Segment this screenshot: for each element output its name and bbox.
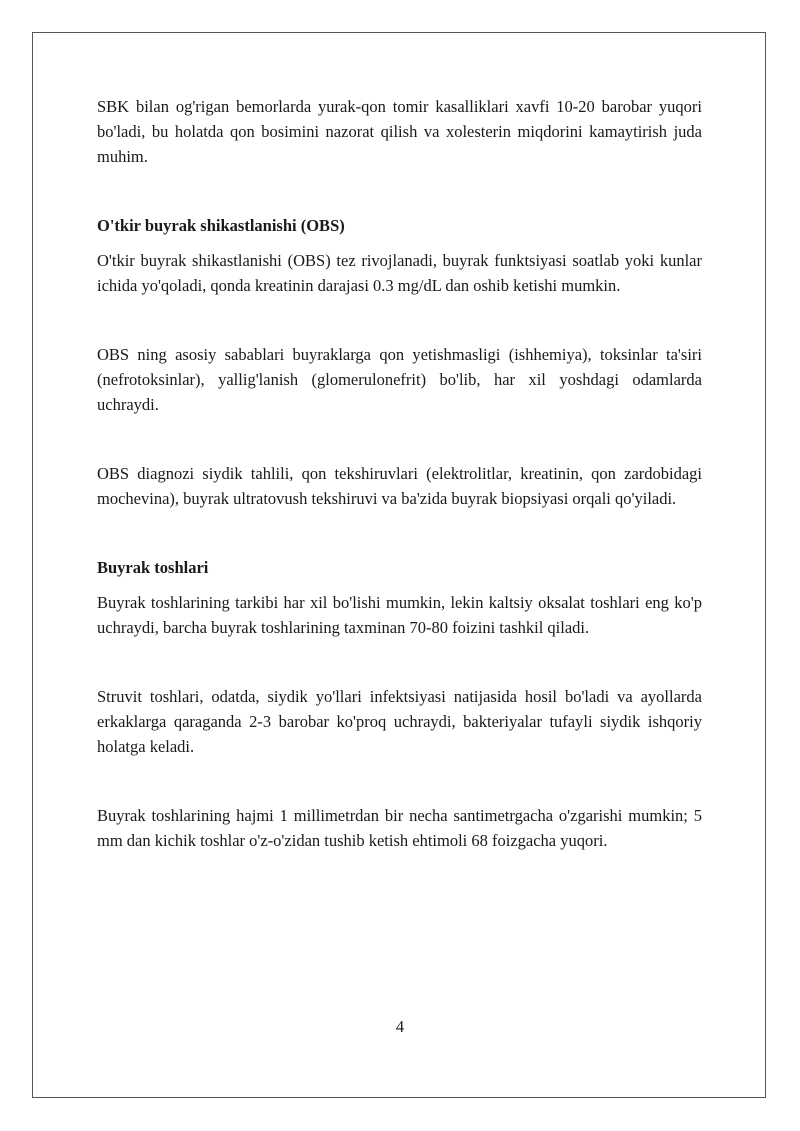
paragraph-struvite-stones: Struvit toshlari, odatda, siydik yo'llari infektsiyasi natijasida hosil bo'ladi va ayollarda erkaklarga qaraganda 2-3 barobar ko'proq uchraydi, bakteriyalar tufayli siydik ishqoriy holatga keladi. <box>97 687 702 756</box>
paragraph-obs-definition: O'tkir buyrak shikastlanishi (OBS) tez rivojlanadi, buyrak funktsiyasi soatlab yoki kunlar ichida yo'qoladi, qonda kreatinin darajasi 0.3 mg/dL dan oshib ketishi mumkin. <box>97 251 702 295</box>
page-number: 4 <box>395 1017 405 1036</box>
section-heading-obs: O'tkir buyrak shikastlanishi (OBS) <box>97 216 345 235</box>
paragraph-obs-causes: OBS ning asosiy sabablari buyraklarga qon yetishmasligi (ishhemiya), toksinlar ta'siri (nefrotoksinlar), yallig'lanish (glomerulonefrit) bo'lib, har xil yoshdagi odamlarda uchraydi. <box>97 345 702 414</box>
paragraph-stone-size: Buyrak toshlarining hajmi 1 millimetrdan bir necha santimetrgacha o'zgarishi mumkin; 5 mm dan kichik toshlar o'z-o'zidan tushib ketish ehtimoli 68 foizgacha yuqori. <box>97 806 702 850</box>
paragraph-obs-diagnosis: OBS diagnozi siydik tahlili, qon tekshiruvlari (elektrolitlar, kreatinin, qon zardobidagi mochevina), buyrak ultratovush tekshiruvi va ba'zida buyrak biopsiyasi orqali qo'yiladi. <box>97 464 702 508</box>
paragraph-cardiovascular-risk: SBK bilan og'rigan bemorlarda yurak-qon tomir kasalliklari xavfi 10-20 barobar yuqori bo'ladi, bu holatda qon bosimini nazorat qilish va xolesterin miqdorini kamaytirish juda muhim. <box>97 97 702 166</box>
section-heading-kidney-stones: Buyrak toshlari <box>97 558 209 577</box>
paragraph-stones-composition: Buyrak toshlarining tarkibi har xil bo'lishi mumkin, lekin kaltsiy oksalat toshlari eng ko'p uchraydi, barcha buyrak toshlarining taxminan 70-80 foizini tashkil qiladi. <box>97 593 702 637</box>
page-content <box>97 94 702 853</box>
